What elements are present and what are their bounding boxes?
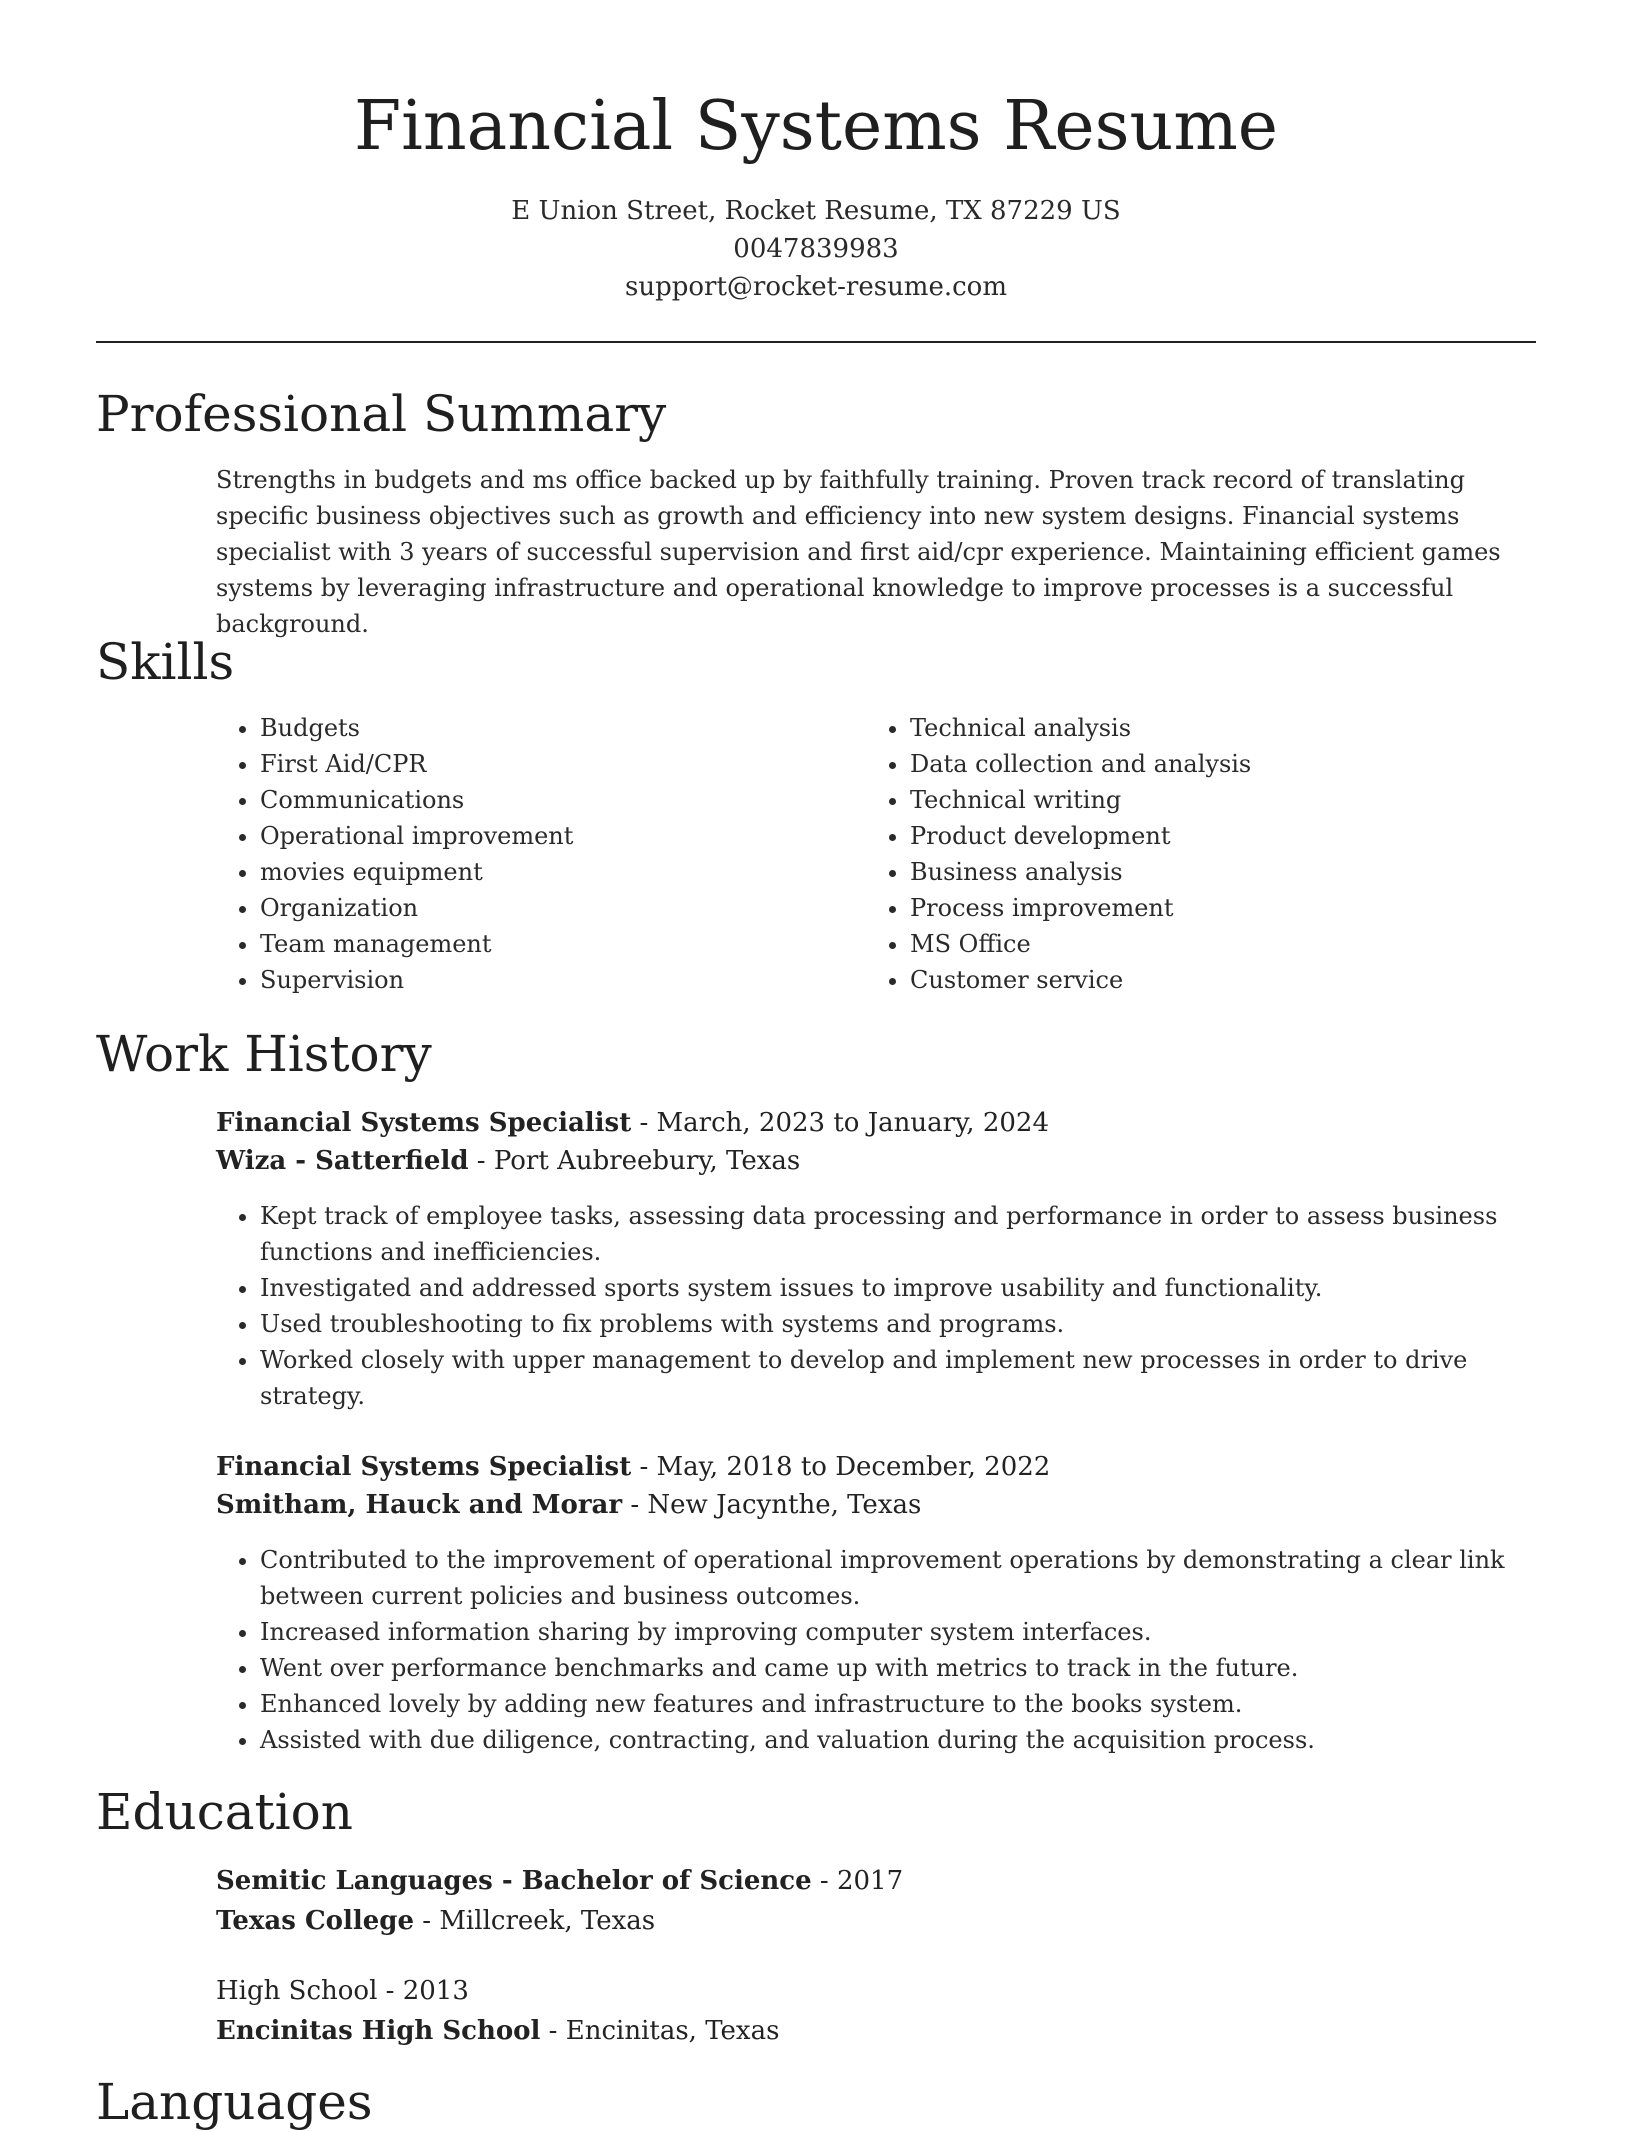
section-title-education: Education <box>96 1783 353 1841</box>
job-company: Smitham, Hauck and Morar <box>216 1490 623 1520</box>
job-2-company-line <box>216 1486 921 1524</box>
job-company: Wiza - Satterfield <box>216 1146 469 1176</box>
section-title-skills: Skills <box>96 633 235 691</box>
section-title-work-history: Work History <box>96 1025 432 1083</box>
header-divider <box>96 341 1536 343</box>
job-1-bullets <box>216 1198 1540 1414</box>
education-location: - Encinitas, Texas <box>540 2016 780 2046</box>
skill-item: • MS Office <box>910 926 1550 962</box>
job-location: - New Jacynthe, Texas <box>622 1490 922 1520</box>
skill-item: • First Aid/CPR <box>260 746 820 782</box>
job-1-company-line <box>216 1142 800 1180</box>
skill-item: • Team management <box>260 926 820 962</box>
education-year: - 2017 <box>811 1866 904 1896</box>
job-title: Financial Systems Specialist <box>216 1108 632 1138</box>
skill-item: • Communications <box>260 782 820 818</box>
contact-email: support@rocket-resume.com <box>624 272 1007 302</box>
skill-item: • Operational improvement <box>260 818 820 854</box>
job-1-title-line <box>216 1104 1049 1142</box>
resume-title: Financial Systems Resume <box>353 87 1279 166</box>
education-1-school-line <box>216 1902 655 1940</box>
job-bullet: • Went over performance benchmarks and came up with metrics to track in the future. <box>260 1650 1560 1686</box>
education-2-school-line <box>216 2012 779 2050</box>
skill-item: • Organization <box>260 890 820 926</box>
contact-address: E Union Street, Rocket Resume, TX 87229 US <box>511 196 1121 226</box>
job-bullet: • Kept track of employee tasks, assessing data processing and performance in order to assess business functions and inefficiencies. <box>260 1198 1540 1270</box>
skill-item: • Customer service <box>910 962 1550 998</box>
education-degree: Semitic Languages - Bachelor of Science <box>216 1866 812 1896</box>
job-title: Financial Systems Specialist <box>216 1452 632 1482</box>
skill-item: • Technical writing <box>910 782 1550 818</box>
contact-phone: 0047839983 <box>733 234 899 264</box>
education-location: - Millcreek, Texas <box>414 1906 656 1936</box>
job-bullet: • Enhanced lovely by adding new features and infrastructure to the books system. <box>260 1686 1560 1722</box>
job-2-title-line <box>216 1448 1050 1486</box>
skill-item: • movies equipment <box>260 854 820 890</box>
job-bullet: • Used troubleshooting to fix problems with systems and programs. <box>260 1306 1540 1342</box>
job-bullet: • Worked closely with upper management to develop and implement new processes in order to drive strategy. <box>260 1342 1540 1414</box>
education-school: Texas College <box>216 1906 414 1936</box>
job-location: - Port Aubreebury, Texas <box>468 1146 801 1176</box>
section-title-summary: Professional Summary <box>96 385 667 443</box>
job-bullet: • Investigated and addressed sports system issues to improve usability and functionality. <box>260 1270 1540 1306</box>
job-dates: - March, 2023 to January, 2024 <box>631 1108 1049 1138</box>
job-2-bullets <box>216 1542 1560 1758</box>
skill-item: • Process improvement <box>910 890 1550 926</box>
skill-item: • Data collection and analysis <box>910 746 1550 782</box>
skill-item: • Business analysis <box>910 854 1550 890</box>
skills-list-right <box>866 710 1550 998</box>
skill-item: • Product development <box>910 818 1550 854</box>
education-1-degree-line <box>216 1862 903 1900</box>
skill-item: • Budgets <box>260 710 820 746</box>
education-year: High School - 2013 <box>216 1976 469 2006</box>
skills-list-left <box>216 710 820 998</box>
education-school: Encinitas High School <box>216 2016 541 2046</box>
job-bullet: • Assisted with due diligence, contracting, and valuation during the acquisition process. <box>260 1722 1560 1758</box>
job-dates: - May, 2018 to December, 2022 <box>631 1452 1051 1482</box>
skill-item: • Supervision <box>260 962 820 998</box>
job-bullet: • Increased information sharing by improving computer system interfaces. <box>260 1614 1560 1650</box>
summary-text: Strengths in budgets and ms office backed up by faithfully training. Proven track record of translating specific business objectives such as growth and efficiency into new system designs. Financial systems specialist with 3 years of successful supervision and first aid/cpr experience. Maintaining efficient games systems by leveraging infrastructure and operational knowledge to improve processes is a successful background. <box>216 466 1501 638</box>
section-title-languages: Languages <box>96 2073 373 2131</box>
job-bullet: • Contributed to the improvement of operational improvement operations by demonstrating a clear link between current policies and business outcomes. <box>260 1542 1560 1614</box>
skill-item: • Technical analysis <box>910 710 1550 746</box>
education-2-degree-line <box>216 1972 469 2010</box>
